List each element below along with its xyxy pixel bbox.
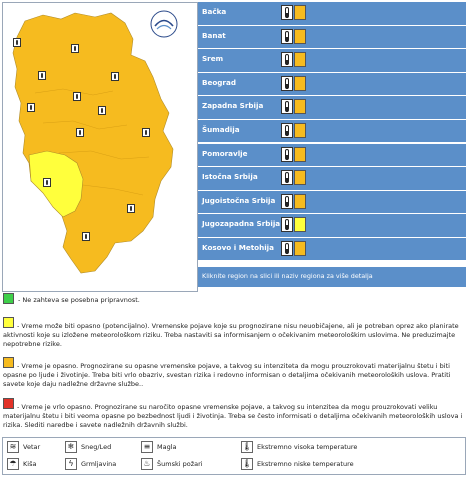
serbia-map <box>2 2 198 292</box>
icon-legend-item <box>7 441 40 453</box>
legend-red-text: - Vreme je vrlo opasno. Prognozirane su naročito opasne vremenske pojave, a takvog su intenzitea da mogu prouzrokovati veliku materijalnu štetu i biti veoma opasne po bezbednost ljudi i životinja. Treba se često informisati o detaljima očekivanih meteoroloških uslova i rizika. Slediti naredbe i savete nadležnih državnih službi. <box>3 403 463 429</box>
temperature-warning-icon <box>281 29 293 44</box>
icon-legend-item <box>65 458 116 470</box>
map-warning-icon <box>38 71 46 80</box>
temperature-warning-icon <box>281 99 293 114</box>
icon-legend-label: Magla <box>157 443 177 451</box>
region-row[interactable] <box>198 96 466 119</box>
map-warning-icon <box>43 178 51 187</box>
map-warning-icon <box>76 128 84 137</box>
warning-level-swatch <box>294 241 306 256</box>
map-warning-icon <box>82 232 90 241</box>
region-name[interactable]: Banat <box>202 30 226 40</box>
wind-icon: ≋ <box>7 441 19 453</box>
temperature-warning-icon <box>281 194 293 209</box>
temperature-warning-icon <box>281 217 293 232</box>
region-row[interactable] <box>198 167 466 190</box>
region-name[interactable]: Bačka <box>202 7 227 16</box>
map-region-serbia[interactable] <box>13 13 173 273</box>
temperature-warning-icon <box>281 123 293 138</box>
region-row[interactable] <box>198 238 466 261</box>
region-name[interactable]: Kosovo i Metohija <box>202 242 274 252</box>
fog-icon: ≡ <box>141 441 153 453</box>
warning-level-swatch <box>294 194 306 209</box>
map-warning-icon <box>127 204 135 213</box>
map-warning-icon <box>71 44 79 53</box>
region-list <box>198 2 466 262</box>
icon-legend-label: Ekstremno niske temperature <box>257 460 354 468</box>
thermometer-high-icon: 🌡 <box>242 442 253 451</box>
region-name[interactable]: Srem <box>202 54 224 64</box>
temperature-warning-icon <box>281 5 293 20</box>
legend-yellow-text: - Vreme može biti opasno (potencijalno). Vremenske pojave koje su prognozirane nisu neuobičajene, ali je potreban oprez ako planirate aktivnosti koje su izložene meteorološkom riziku. Treba nastaviti sa informisanjem o očekivanim meteorološkim uslovima. Ne preduzimajte nepotrebne rizike. <box>3 322 459 348</box>
thunder-icon: ϟ <box>65 458 77 470</box>
region-name[interactable]: Jugoistočna Srbija <box>202 195 276 205</box>
region-hint: Kliknite region na slici ili naziv regiona za više detalja <box>198 267 466 287</box>
temperature-warning-icon <box>281 170 293 185</box>
map-warning-icon <box>27 103 35 112</box>
temperature-warning-icon <box>281 241 293 256</box>
icon-legend-label: Šumski požari <box>157 460 203 468</box>
icon-legend-label: Sneg/Led <box>81 443 112 451</box>
warning-level-swatch <box>294 29 306 44</box>
rain-icon: ☂ <box>7 458 19 470</box>
region-row[interactable] <box>198 73 466 96</box>
temperature-warning-icon <box>281 52 293 67</box>
serbia-map-svg <box>3 3 197 291</box>
legend-orange-text: - Vreme je opasno. Prognozirane su opasne vremenske pojave, a takvog su intenziteta da mogu prouzrokovati materijalnu štetu i biti opasne po ljude i životinje. Treba biti vrlo obazriv, svestan rizika i redovno informisan o detaljima očekivanih meteoroloških uslova. Pratiti savete koje daju nadležne državne službe.. <box>3 362 451 388</box>
map-warning-icon <box>13 38 21 47</box>
warning-level-swatch <box>294 123 306 138</box>
temperature-warning-icon <box>281 147 293 162</box>
rhmz-logo-icon <box>149 9 179 39</box>
icon-legend-label: Ekstremno visoka temperature <box>257 443 358 451</box>
region-row[interactable] <box>198 49 466 72</box>
warning-level-swatch <box>294 170 306 185</box>
thermometer-low-icon: 🌡 <box>242 459 253 468</box>
forest-fire-icon: ♨ <box>141 458 153 470</box>
warning-level-swatch <box>294 217 306 232</box>
temperature-warning-icon <box>281 76 293 91</box>
legend-green-text: - Ne zahteva se posebna pripravnost. <box>18 296 140 304</box>
region-row[interactable] <box>198 214 466 237</box>
icon-legend-item <box>141 458 203 470</box>
snow-icon: ❄ <box>65 441 77 453</box>
icon-legend <box>2 437 466 475</box>
icon-legend-label: Grmljavina <box>81 460 117 468</box>
icon-legend-item <box>65 441 111 453</box>
map-warning-icon <box>73 92 81 101</box>
region-name[interactable]: Jugozapadna Srbija <box>202 219 281 229</box>
region-row[interactable] <box>198 191 466 214</box>
region-row[interactable] <box>198 144 466 167</box>
region-name[interactable]: Šumadija <box>202 124 240 134</box>
warning-level-swatch <box>294 76 306 91</box>
region-name[interactable]: Beograd <box>202 77 236 87</box>
icon-legend-item <box>241 441 357 453</box>
region-name[interactable]: Zapadna Srbija <box>202 101 264 111</box>
icon-legend-item <box>141 441 177 453</box>
region-row[interactable] <box>198 2 466 25</box>
icon-legend-label: Vetar <box>23 443 41 451</box>
region-row[interactable] <box>198 26 466 49</box>
map-warning-icon <box>111 72 119 81</box>
green-level-swatch <box>3 293 14 304</box>
warning-level-swatch <box>294 147 306 162</box>
region-name[interactable]: Istočna Srbija <box>202 172 258 182</box>
map-warning-icon <box>98 106 106 115</box>
icon-legend-label: Kiša <box>23 460 37 468</box>
map-warning-icon <box>142 128 150 137</box>
icon-legend-item <box>7 458 36 470</box>
warning-level-swatch <box>294 52 306 67</box>
region-row[interactable] <box>198 120 466 143</box>
warning-level-swatch <box>294 99 306 114</box>
region-name[interactable]: Pomoravlje <box>202 148 248 158</box>
warning-level-swatch <box>294 5 306 20</box>
icon-legend-item <box>241 458 354 470</box>
